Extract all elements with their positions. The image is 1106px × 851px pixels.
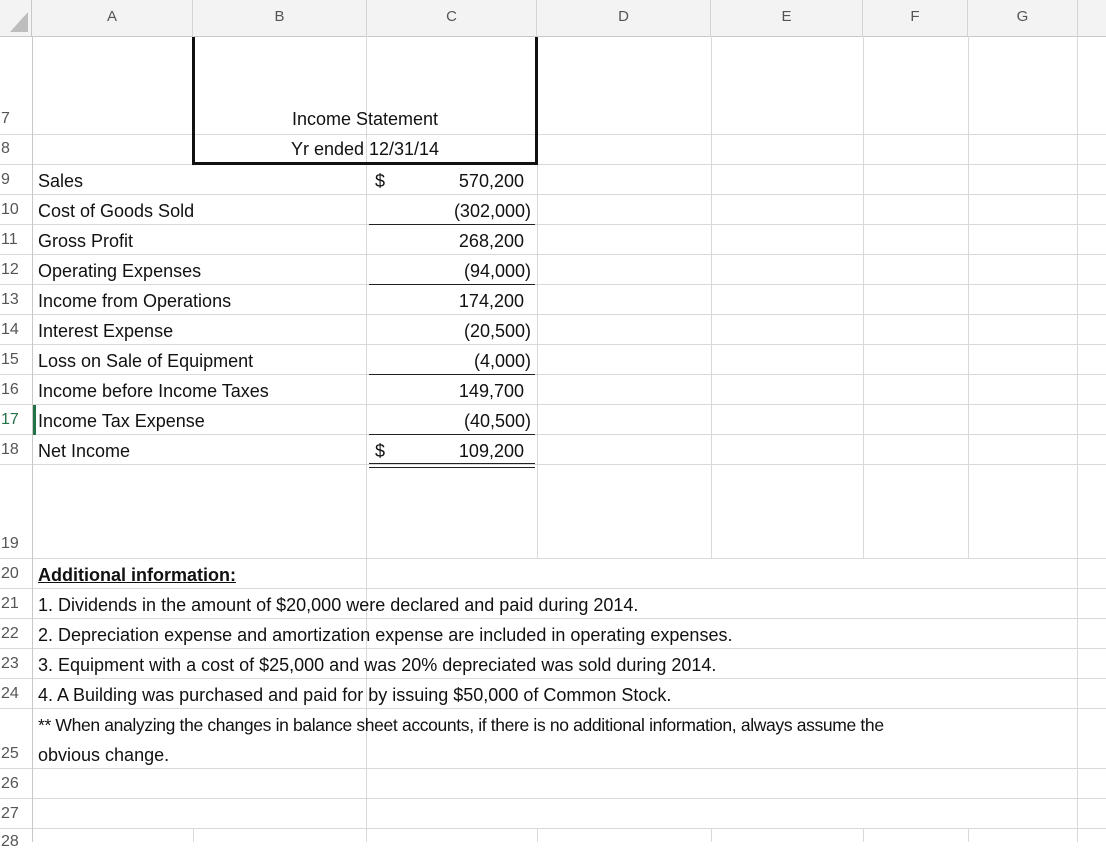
column-header-a[interactable]: A xyxy=(32,0,193,36)
line-label-income-before-taxes[interactable]: Income before Income Taxes xyxy=(38,381,269,401)
column-gridline xyxy=(968,36,969,558)
row-header[interactable]: 20 xyxy=(1,565,19,582)
additional-note-line2[interactable]: obvious change. xyxy=(38,745,170,765)
additional-item[interactable]: 1. Dividends in the amount of $20,000 were declared and paid during 2014. xyxy=(38,595,639,615)
title-box-bottom-border xyxy=(192,162,538,165)
subtotal-underline xyxy=(369,434,535,435)
row-gridline xyxy=(0,708,1106,709)
row-gridline xyxy=(0,768,1106,769)
row-header[interactable]: 24 xyxy=(1,685,19,702)
row-gridline xyxy=(0,678,1106,679)
title-box-right-border xyxy=(535,37,538,164)
row-gridline xyxy=(0,828,1106,829)
line-value-loss-on-sale[interactable]: (4,000) xyxy=(473,351,531,371)
column-gridline xyxy=(863,828,864,842)
line-value-operating-expenses[interactable]: (94,000) xyxy=(463,261,531,281)
row-header[interactable]: 7 xyxy=(1,110,10,127)
subtotal-underline xyxy=(369,224,535,225)
line-label-gross-profit[interactable]: Gross Profit xyxy=(38,231,134,251)
column-header-e[interactable]: E xyxy=(711,0,863,36)
row-gridline xyxy=(0,284,1106,285)
row-gridline xyxy=(0,798,1106,799)
row-gridline xyxy=(0,464,1106,465)
row-gridline xyxy=(0,164,1106,165)
row-gridline xyxy=(0,224,1106,225)
row-header-active[interactable]: 17 xyxy=(1,411,19,428)
row-header-border xyxy=(32,36,33,842)
row-header[interactable]: 27 xyxy=(1,805,19,822)
row-header[interactable]: 18 xyxy=(1,441,19,458)
statement-period[interactable]: Yr ended 12/31/14 xyxy=(290,139,440,159)
line-value-gross-profit[interactable]: 268,200 xyxy=(458,231,524,251)
line-label-interest-expense[interactable]: Interest Expense xyxy=(38,321,174,341)
row-header[interactable]: 12 xyxy=(1,261,19,278)
row-header[interactable]: 25 xyxy=(1,745,19,762)
row-gridline xyxy=(0,314,1106,315)
active-cell-marker xyxy=(33,405,36,435)
line-value-income-before-taxes[interactable]: 149,700 xyxy=(458,381,524,401)
column-header-b[interactable]: B xyxy=(193,0,367,36)
column-header-g[interactable]: G xyxy=(968,0,1078,36)
row-gridline xyxy=(0,134,1106,135)
double-underline-bottom xyxy=(369,467,535,468)
additional-item[interactable]: 3. Equipment with a cost of $25,000 and was 20% depreciated was sold during 2014. xyxy=(38,655,717,675)
row-header[interactable]: 8 xyxy=(1,140,10,157)
dollar-sign: $ xyxy=(375,171,386,191)
line-label-loss-on-sale[interactable]: Loss on Sale of Equipment xyxy=(38,351,254,371)
line-label-income-from-operations[interactable]: Income from Operations xyxy=(38,291,232,311)
column-gridline xyxy=(863,36,864,558)
line-value-sales[interactable]: 570,200 xyxy=(458,171,524,191)
additional-item[interactable]: 4. A Building was purchased and paid for by issuing $50,000 of Common Stock. xyxy=(38,685,672,705)
row-gridline xyxy=(0,374,1106,375)
row-header[interactable]: 22 xyxy=(1,625,19,642)
row-gridline xyxy=(0,588,1106,589)
row-gridline xyxy=(0,194,1106,195)
row-header[interactable]: 13 xyxy=(1,291,19,308)
line-label-cogs[interactable]: Cost of Goods Sold xyxy=(38,201,195,221)
row-header[interactable]: 23 xyxy=(1,655,19,672)
column-gridline xyxy=(711,36,712,558)
row-gridline xyxy=(0,558,1106,559)
row-header[interactable]: 10 xyxy=(1,201,19,218)
row-header[interactable]: 16 xyxy=(1,381,19,398)
line-label-income-tax-expense[interactable]: Income Tax Expense xyxy=(38,411,205,431)
line-value-cogs[interactable]: (302,000) xyxy=(453,201,531,221)
row-gridline xyxy=(0,434,1106,435)
line-value-income-tax-expense[interactable]: (40,500) xyxy=(463,411,531,431)
subtotal-underline xyxy=(369,374,535,375)
column-header-d[interactable]: D xyxy=(537,0,711,36)
additional-note-line1[interactable]: ** When analyzing the changes in balance sheet accounts, if there is no additional information, always assume the xyxy=(38,715,884,735)
row-header[interactable]: 9 xyxy=(1,171,10,188)
additional-info-heading[interactable]: Additional information: xyxy=(38,565,236,585)
column-gridline xyxy=(1077,36,1078,842)
dollar-sign: $ xyxy=(375,441,386,461)
statement-title[interactable]: Income Statement xyxy=(291,109,439,129)
subtotal-underline xyxy=(369,284,535,285)
column-gridline xyxy=(537,828,538,842)
row-gridline xyxy=(0,344,1106,345)
line-value-net-income[interactable]: 109,200 xyxy=(458,441,524,461)
row-header[interactable]: 14 xyxy=(1,321,19,338)
row-header[interactable]: 19 xyxy=(1,535,19,552)
row-header[interactable]: 21 xyxy=(1,595,19,612)
row-header[interactable]: 11 xyxy=(1,231,18,248)
column-gridline xyxy=(968,828,969,842)
column-gridline xyxy=(711,828,712,842)
line-label-operating-expenses[interactable]: Operating Expenses xyxy=(38,261,202,281)
row-header[interactable]: 26 xyxy=(1,775,19,792)
line-label-net-income[interactable]: Net Income xyxy=(38,441,131,461)
line-label-sales[interactable]: Sales xyxy=(38,171,84,191)
column-header-c[interactable]: C xyxy=(367,0,537,36)
line-value-interest-expense[interactable]: (20,500) xyxy=(463,321,531,341)
row-header[interactable]: 15 xyxy=(1,351,19,368)
double-underline-top xyxy=(369,463,535,464)
row-header[interactable]: 28 xyxy=(1,833,19,850)
additional-item[interactable]: 2. Depreciation expense and amortization expense are included in operating expenses. xyxy=(38,625,733,645)
row-gridline xyxy=(0,648,1106,649)
row-gridline xyxy=(0,404,1106,405)
row-gridline xyxy=(0,618,1106,619)
column-gridline xyxy=(193,828,194,842)
line-value-income-from-operations[interactable]: 174,200 xyxy=(458,291,524,311)
column-header-f[interactable]: F xyxy=(863,0,968,36)
row-gridline xyxy=(0,254,1106,255)
